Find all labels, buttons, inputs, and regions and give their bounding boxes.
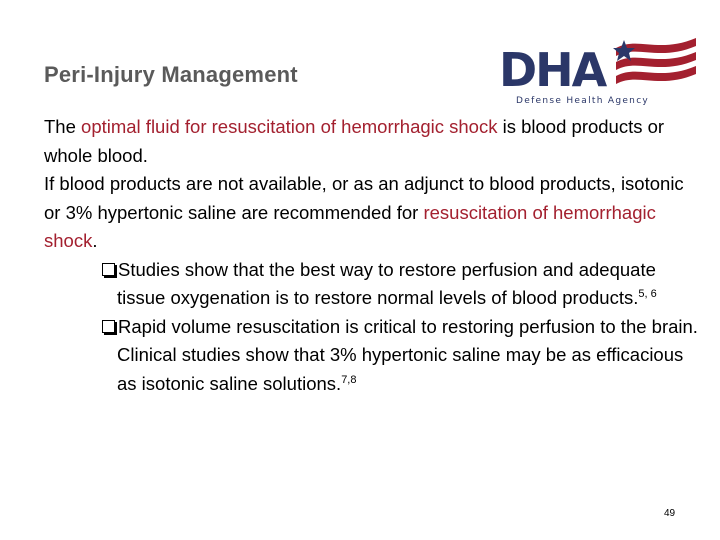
paragraph-text: is blood products or whole blood. xyxy=(44,116,665,166)
slide-title: Peri-Injury Management xyxy=(44,62,298,87)
slide-body xyxy=(44,113,698,398)
bullet-item-rapid-volume xyxy=(102,313,702,399)
citation-superscript: 5, 6 xyxy=(638,288,657,300)
checkbox-bullet-icon xyxy=(102,263,115,276)
paragraph-alternatives xyxy=(44,170,684,256)
checkbox-bullet-icon xyxy=(102,320,115,333)
highlighted-phrase: optimal fluid for resuscitation of hemorrhagic shock xyxy=(81,116,498,137)
paragraph-text: . xyxy=(92,230,98,251)
page-number: 49 xyxy=(664,508,676,519)
logo-caption: Defense Health Agency xyxy=(516,96,650,106)
bullet-text: Studies show that the best way to restore perfusion and adequate tissue oxygenation is to restore normal levels of blood products. xyxy=(117,258,656,308)
citation-superscript: 7,8 xyxy=(341,373,357,386)
bullet-text: Rapid volume resuscitation is critical to restoring perfusion to the brain. Clinical studies show that 3% hypertonic saline may be as efficacious as isotonic saline solutions. xyxy=(117,315,698,394)
paragraph-text: The xyxy=(44,116,82,137)
paragraph-text: If blood products are not available, or as an adjunct to blood products, isotonic or 3% hypertonic saline are recommended for xyxy=(44,173,684,223)
paragraph-optimal-fluid xyxy=(44,113,684,170)
bullet-list xyxy=(44,256,698,399)
logo-letters: DHA xyxy=(499,43,606,97)
highlighted-phrase: resuscitation of hemorrhagic shock xyxy=(44,201,656,251)
bullet-item-studies xyxy=(102,256,702,313)
